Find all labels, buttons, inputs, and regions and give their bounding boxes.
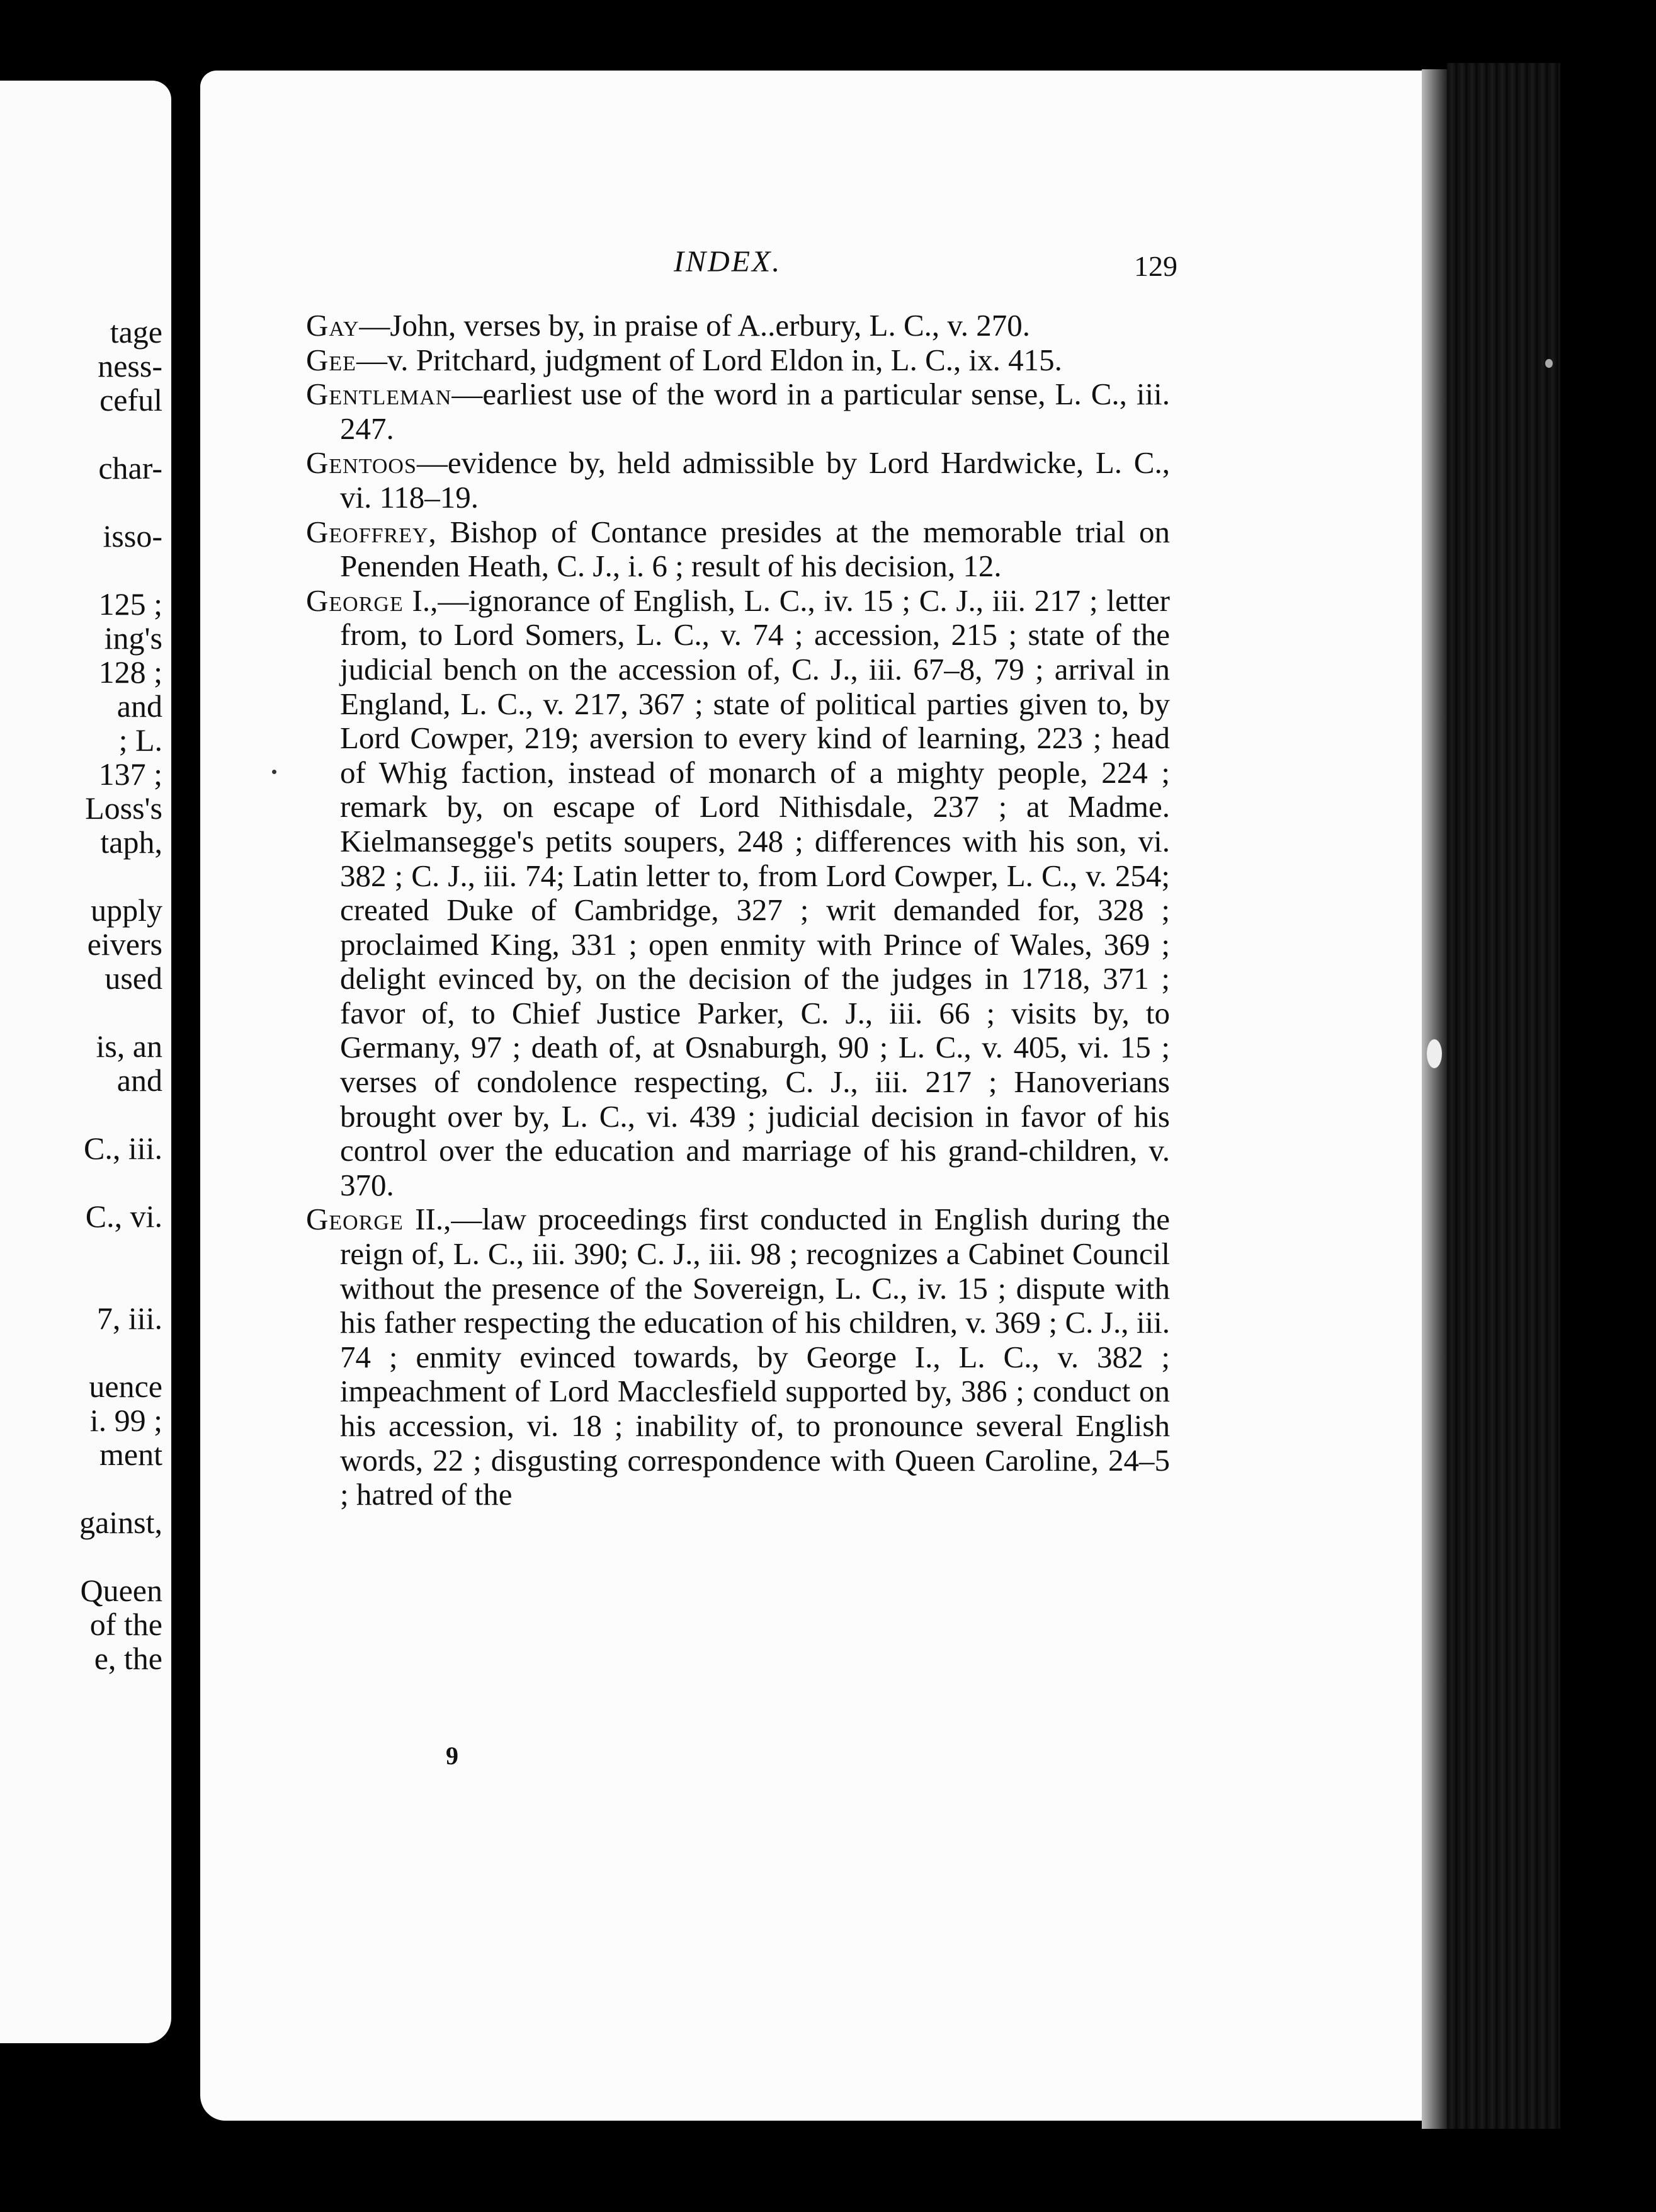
previous-page-line [79,1097,162,1131]
previous-page-line: is, an [96,1029,162,1064]
entry-headword: George [306,583,404,618]
entry-headword: George [306,1202,404,1237]
book-spine-edge [1447,63,1560,2129]
signature-mark: 9 [446,1742,458,1770]
previous-page-line: tage [110,314,162,350]
previous-page-line [79,1335,162,1369]
previous-page-line [79,1471,162,1505]
index-entry [306,377,1170,446]
entry-headword: Gee [306,342,356,377]
previous-page-line [79,417,162,451]
entry-text: I.,—ignorance of English, L. C., iv. 15 ; C. J., iii. 217 ; letter from, to Lord Somers, L. C., v. 74 ; accession, 215 ; state of the judicial bench on the accession of, C. J., iii. 67–8, 79 ; arrival in England, L. C., v. 217, 367 ; state of political parties given to, by Lord Cowper, 219; aversion to every kind of learning, 223 ; head of Whig faction, instead of monarch of a mighty people, 224 ; remark by, on escape of Lord Nithisdale, 237 ; at Madme. Kielmansegge's petits soupers, 248 ; differences with his son, vi. 382 ; C. J., iii. 74; Latin letter to, from Lord Cowper, L. C., v. 254; created Duke of Cambridge, 327 ; writ demanded for, 328 ; proclaimed King, 331 ; open enmity with Prince of Wales, 369 ; delight evinced by, on the decision of the judges in 1718, 371 ; favor of, to Chief Justice Parker, C. J., iii. 66 ; visits by, to Germany, 97 ; death of, at Osnaburgh, 90 ; L. C., v. 405, vi. 15 ; verses of condolence respecting, C. J., iii. 217 ; Hanoverians brought over by, L. C., vi. 439 ; judicial decision in favor of his control over the education and marriage of his grand-children, v. 370. [340,583,1170,1202]
dust-speck [272,770,276,774]
previous-page-line: 128 ; [98,654,162,690]
previous-page-line: taph, [100,824,162,860]
previous-page-line: i. 99 ; [89,1403,162,1438]
previous-page-line [79,1233,162,1267]
index-entry [306,309,1170,343]
previous-page-line: 125 ; [98,586,162,622]
entry-headword: Gentleman [306,377,452,412]
index-entry [306,1202,1170,1512]
dust-speck [1427,1039,1442,1068]
previous-page-line: e, the [94,1641,162,1676]
running-title: INDEX. [674,245,782,278]
previous-page-line: ceful [99,382,162,418]
index-entry [306,584,1170,1203]
previous-page-line: eivers [87,926,162,962]
entry-text: —earliest use of the word in a particular sense, L. C., iii. 247. [340,377,1170,446]
previous-page-line: ing's [104,620,162,656]
index-entry [306,515,1170,584]
previous-page-line: 137 ; [98,756,162,792]
previous-page-line [79,1267,162,1301]
previous-page-line [79,485,162,519]
previous-page-line: ness- [98,348,162,384]
entry-text: II.,—law proceedings first conducted in English during the reign of, L. C., iii. 390; C. J., iii. 98 ; recognizes a Cabinet Council without the presence of the Sovereign, L. C., iv. 15 ; dispute with his father respecting the education of his children, v. 369 ; C. J., iii. 74 ; enmity evinced towards, by George I., L. C., v. 382 ; impeachment of Lord Macclesfield supported by, 386 ; conduct on his accession, vi. 18 ; inability of, to pronounce several English words, 22 ; disgusting correspondence with Queen Caroline, 24–5 ; hatred of the [340,1202,1170,1512]
previous-page-line: char- [98,450,162,486]
entry-text: —John, verses by, in praise of A..erbury, L. C., v. 270. [359,308,1030,343]
previous-page-line: Loss's [85,790,162,826]
previous-page-line: gainst, [79,1505,162,1540]
previous-page-line: C., iii. [83,1131,162,1166]
entry-headword: Gay [306,308,360,343]
entry-headword: Geoffrey [306,514,429,549]
previous-page-line: upply [91,892,162,928]
entry-headword: Gentoos [306,445,417,481]
previous-page-line [79,1165,162,1199]
previous-page-line: Queen [80,1573,162,1608]
previous-page [0,81,171,2043]
index-entry [306,446,1170,515]
entry-text: —v. Pritchard, judgment of Lord Eldon in, L. C., ix. 415. [356,342,1062,377]
entry-text: —evidence by, held admissible by Lord Hardwicke, L. C., vi. 118–19. [340,445,1170,515]
index-entries [306,309,1170,1512]
previous-page-line: isso- [103,518,162,554]
previous-page-line: and [116,1063,162,1098]
index-entry [306,343,1170,378]
previous-page-line [79,1539,162,1573]
previous-page-line [79,553,162,587]
previous-page-text [79,315,162,1675]
previous-page-line: ; L. [118,722,162,758]
previous-page-line: of the [89,1607,162,1642]
page-number: 129 [1134,250,1177,282]
previous-page-line: ment [99,1437,162,1472]
previous-page-line: 7, iii. [96,1301,162,1336]
page-header [674,244,1177,288]
page-edge-shadow [1422,69,1447,2129]
dust-speck [1545,359,1553,368]
entry-text: , Bishop of Contance presides at the memorable trial on Penenden Heath, C. J., i. 6 ; result of his decision, 12. [340,514,1170,584]
previous-page-line [79,859,162,893]
previous-page-line: and [116,688,162,724]
previous-page-line [79,995,162,1029]
previous-page-line: C., vi. [85,1199,162,1234]
previous-page-line: used [105,961,162,996]
previous-page-line: uence [89,1369,162,1404]
